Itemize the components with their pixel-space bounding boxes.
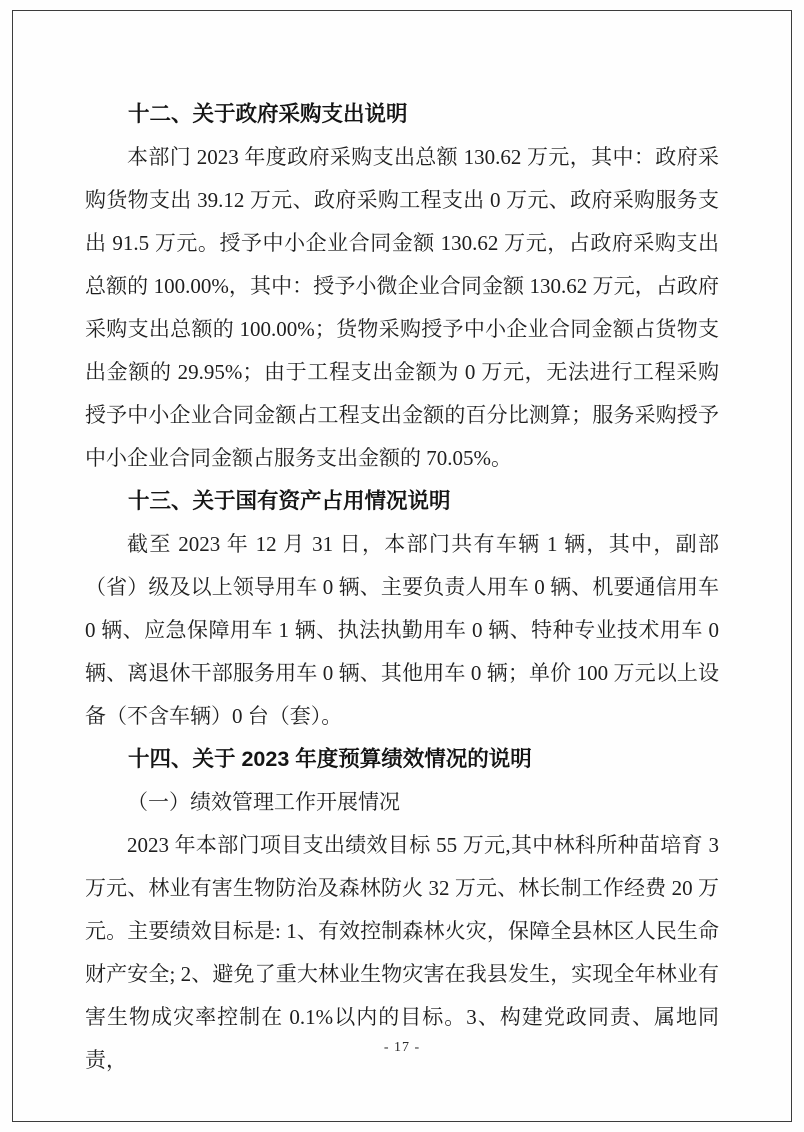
page-number: - 17 -: [383, 1040, 421, 1055]
paragraph-performance-targets: 2023 年本部门项目支出绩效目标 55 万元,其中林科所种苗培育 3 万元、林业有害生物防治及森林防火 32 万元、林长制工作经费 20 万元。主要绩效目标是: 1、有效控制森林火灾，保障全县林区人民生命财产安全; 2、避免了重大林业生物灾害在我县发生，实现全年林业有害生物成灾率控制在 0.1%以内的目标。3、构建党政同责、属地同责，: [85, 833, 719, 1072]
section-heading-14: 十四、关于 2023 年度预算绩效情况的说明: [128, 747, 532, 771]
subsection-heading-performance: （一）绩效管理工作开展情况: [127, 790, 400, 814]
document-body: [85, 93, 719, 1082]
section-heading-12: 十二、关于政府采购支出说明: [128, 102, 408, 126]
paragraph-procurement-spending: 本部门 2023 年度政府采购支出总额 130.62 万元，其中：政府采购货物支出 39.12 万元、政府采购工程支出 0 万元、政府采购服务支出 91.5 万元。授予中小企业合同金额 130.62 万元，占政府采购支出总额的 100.00%，其中：授予小微企业合同金额 130.62 万元，占政府采购支出总额的 100.00%；货物采购授予中小企业合同金额占货物支出金额的 29.95%；由于工程支出金额为 0 万元，无法进行工程采购授予中小企业合同金额占工程支出金额的百分比测算；服务采购授予中小企业合同金额占服务支出金额的 70.05%。: [85, 145, 719, 470]
section-heading-13: 十三、关于国有资产占用情况说明: [128, 489, 451, 513]
paragraph-state-assets: 截至 2023 年 12 月 31 日，本部门共有车辆 1 辆，其中，副部（省）级及以上领导用车 0 辆、主要负责人用车 0 辆、机要通信用车 0 辆、应急保障用车 1 辆、执法执勤用车 0 辆、特种专业技术用车 0 辆、离退休干部服务用车 0 辆、其他用车 0 辆；单价 100 万元以上设备（不含车辆）0 台（套）。: [85, 532, 719, 728]
